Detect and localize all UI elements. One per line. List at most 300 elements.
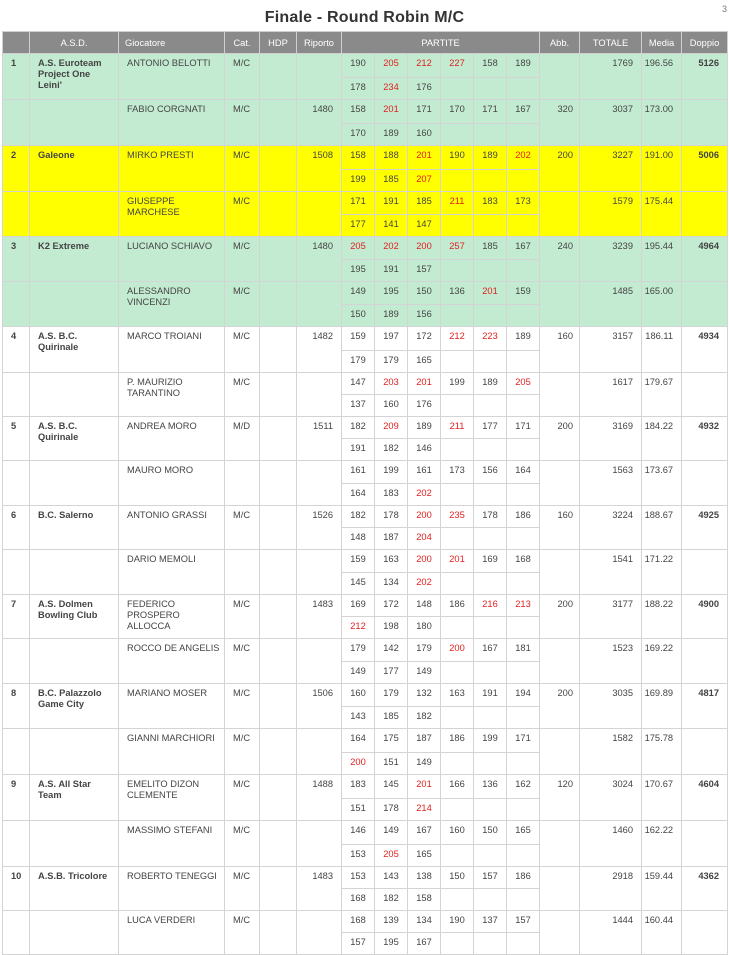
game-score: 186: [507, 867, 540, 889]
player-riporto: [297, 282, 342, 327]
empty-game-cell: [441, 662, 474, 684]
game-score: 183: [342, 775, 375, 799]
player-name: ANDREA MORO: [119, 417, 225, 461]
team-position: 8: [3, 684, 30, 729]
game-score: 172: [408, 327, 441, 351]
team-name: [30, 911, 119, 955]
player-abb: 120: [540, 775, 580, 821]
team-name: [30, 639, 119, 684]
game-score: 157: [474, 867, 507, 889]
game-score: 211: [441, 417, 474, 439]
game-score: 186: [441, 729, 474, 753]
team-doppio: 4817: [682, 684, 728, 729]
player-row: [3, 595, 728, 617]
player-hdp: [260, 821, 297, 867]
player-category: M/D: [225, 417, 260, 461]
player-media: 195.44: [642, 237, 682, 282]
results-table: [2, 31, 728, 955]
game-score: 200: [408, 237, 441, 260]
team-position: [3, 100, 30, 146]
player-totale: 3239: [580, 237, 642, 282]
empty-game-cell: [441, 799, 474, 821]
player-category: M/C: [225, 327, 260, 373]
player-name: MAURO MORO: [119, 461, 225, 506]
empty-game-cell: [507, 170, 540, 192]
player-name: DARIO MEMOLI: [119, 550, 225, 595]
page-title: Finale - Round Robin M/C: [264, 9, 465, 26]
empty-game-cell: [507, 573, 540, 595]
player-totale: 1617: [580, 373, 642, 417]
player-hdp: [260, 550, 297, 595]
empty-game-cell: [474, 845, 507, 867]
game-score: 165: [408, 845, 441, 867]
team-name: B.C. Salerno: [30, 506, 119, 550]
empty-game-cell: [441, 351, 474, 373]
player-totale: 1582: [580, 729, 642, 775]
game-score: 201: [441, 550, 474, 573]
team-name: B.C. Palazzolo Game City: [30, 684, 119, 729]
game-score: 163: [441, 684, 474, 707]
game-score: 203: [375, 373, 408, 395]
player-totale: 3177: [580, 595, 642, 639]
player-name: MIRKO PRESTI: [119, 146, 225, 192]
player-category: M/C: [225, 684, 260, 729]
player-media: 188.22: [642, 595, 682, 639]
team-doppio: [682, 282, 728, 327]
team-doppio: [682, 192, 728, 237]
game-score: 189: [474, 373, 507, 395]
game-score: 171: [507, 729, 540, 753]
player-riporto: 1480: [297, 100, 342, 146]
game-score: 205: [375, 54, 408, 78]
game-score: 188: [375, 146, 408, 170]
empty-game-cell: [474, 573, 507, 595]
game-score: 199: [375, 461, 408, 484]
game-score: 156: [408, 305, 441, 327]
team-position: [3, 192, 30, 237]
game-score: 149: [408, 753, 441, 775]
player-riporto: 1526: [297, 506, 342, 550]
game-score: 163: [375, 550, 408, 573]
player-totale: 3157: [580, 327, 642, 373]
player-abb: [540, 911, 580, 955]
game-score: 158: [342, 146, 375, 170]
game-score: 205: [507, 373, 540, 395]
game-score: 201: [408, 373, 441, 395]
player-name: FEDERICO PROSPERO ALLOCCA: [119, 595, 225, 639]
empty-game-cell: [441, 617, 474, 639]
player-category: M/C: [225, 867, 260, 911]
player-totale: 3024: [580, 775, 642, 821]
game-score: 161: [342, 461, 375, 484]
game-score: 189: [474, 146, 507, 170]
game-score: 182: [375, 889, 408, 911]
player-totale: 1444: [580, 911, 642, 955]
player-totale: 3224: [580, 506, 642, 550]
empty-game-cell: [474, 215, 507, 237]
game-score: 160: [375, 395, 408, 417]
game-score: 138: [408, 867, 441, 889]
player-name: MARCO TROIANI: [119, 327, 225, 373]
player-riporto: 1488: [297, 775, 342, 821]
game-score: 189: [375, 124, 408, 146]
game-score: 160: [342, 684, 375, 707]
game-score: 189: [507, 327, 540, 351]
player-category: M/C: [225, 237, 260, 282]
game-score: 149: [342, 662, 375, 684]
player-name: LUCIANO SCHIAVO: [119, 237, 225, 282]
game-score: 179: [408, 639, 441, 662]
game-score: 150: [441, 867, 474, 889]
player-media: 179.67: [642, 373, 682, 417]
player-name: ROCCO DE ANGELIS: [119, 639, 225, 684]
player-media: 191.00: [642, 146, 682, 192]
player-media: 159.44: [642, 867, 682, 911]
game-score: 168: [342, 889, 375, 911]
player-abb: [540, 373, 580, 417]
game-score: 166: [441, 775, 474, 799]
game-score: 186: [507, 506, 540, 528]
player-media: 160.44: [642, 911, 682, 955]
player-hdp: [260, 775, 297, 821]
team-name: [30, 550, 119, 595]
empty-game-cell: [441, 889, 474, 911]
player-hdp: [260, 911, 297, 955]
player-category: M/C: [225, 192, 260, 237]
game-score: 173: [441, 461, 474, 484]
empty-game-cell: [441, 78, 474, 100]
game-score: 190: [441, 911, 474, 933]
player-totale: 3227: [580, 146, 642, 192]
empty-game-cell: [441, 260, 474, 282]
game-score: 200: [342, 753, 375, 775]
team-name: K2 Extreme: [30, 237, 119, 282]
player-riporto: 1482: [297, 327, 342, 373]
team-name: A.S. Dolmen Bowling Club: [30, 595, 119, 639]
player-abb: [540, 867, 580, 911]
header-cat: Cat.: [225, 32, 260, 54]
game-score: 180: [408, 617, 441, 639]
game-score: 171: [342, 192, 375, 215]
team-position: [3, 911, 30, 955]
player-row: [3, 282, 728, 305]
game-score: 170: [342, 124, 375, 146]
game-score: 212: [408, 54, 441, 78]
player-row: [3, 417, 728, 439]
game-score: 183: [474, 192, 507, 215]
team-name: [30, 729, 119, 775]
team-doppio: [682, 821, 728, 867]
game-score: 158: [408, 889, 441, 911]
game-score: 257: [441, 237, 474, 260]
game-score: 183: [375, 484, 408, 506]
team-position: [3, 821, 30, 867]
player-category: M/C: [225, 729, 260, 775]
player-abb: 200: [540, 684, 580, 729]
empty-game-cell: [507, 215, 540, 237]
game-score: 169: [342, 595, 375, 617]
empty-game-cell: [474, 78, 507, 100]
team-position: [3, 461, 30, 506]
game-score: 190: [342, 54, 375, 78]
team-name: A.S. All Star Team: [30, 775, 119, 821]
empty-game-cell: [474, 662, 507, 684]
empty-game-cell: [507, 78, 540, 100]
game-score: 179: [342, 639, 375, 662]
team-position: 6: [3, 506, 30, 550]
empty-game-cell: [474, 395, 507, 417]
player-abb: [540, 821, 580, 867]
player-row: [3, 729, 728, 753]
empty-game-cell: [441, 845, 474, 867]
game-score: 181: [507, 639, 540, 662]
empty-game-cell: [507, 439, 540, 461]
player-name: FABIO CORGNATI: [119, 100, 225, 146]
player-category: M/C: [225, 639, 260, 684]
game-score: 164: [342, 484, 375, 506]
game-score: 185: [375, 170, 408, 192]
team-doppio: 4900: [682, 595, 728, 639]
game-score: 213: [507, 595, 540, 617]
player-category: M/C: [225, 911, 260, 955]
team-name: [30, 461, 119, 506]
game-score: 147: [408, 215, 441, 237]
header-partite: PARTITE: [342, 32, 540, 54]
player-category: M/C: [225, 373, 260, 417]
game-score: 143: [342, 707, 375, 729]
player-media: 186.11: [642, 327, 682, 373]
game-score: 137: [474, 911, 507, 933]
game-score: 157: [408, 260, 441, 282]
game-score: 146: [342, 821, 375, 845]
player-totale: 1460: [580, 821, 642, 867]
header-totale: TOTALE: [580, 32, 642, 54]
team-position: [3, 729, 30, 775]
team-doppio: 4964: [682, 237, 728, 282]
game-score: 182: [408, 707, 441, 729]
game-score: 150: [342, 305, 375, 327]
game-score: 175: [375, 729, 408, 753]
game-score: 172: [375, 595, 408, 617]
empty-game-cell: [474, 528, 507, 550]
game-score: 178: [375, 506, 408, 528]
empty-game-cell: [507, 799, 540, 821]
game-score: 205: [375, 845, 408, 867]
player-row: [3, 639, 728, 662]
game-score: 199: [474, 729, 507, 753]
team-position: 1: [3, 54, 30, 100]
team-name: A.S.B. Tricolore: [30, 867, 119, 911]
game-score: 161: [408, 461, 441, 484]
player-abb: 160: [540, 327, 580, 373]
team-position: [3, 639, 30, 684]
player-name: ALESSANDRO VINCENZI: [119, 282, 225, 327]
header-abb: Abb.: [540, 32, 580, 54]
game-score: 200: [408, 506, 441, 528]
player-name: MARIANO MOSER: [119, 684, 225, 729]
empty-game-cell: [507, 395, 540, 417]
game-score: 178: [342, 78, 375, 100]
game-score: 200: [408, 550, 441, 573]
game-score: 158: [342, 100, 375, 124]
game-score: 207: [408, 170, 441, 192]
game-score: 137: [342, 395, 375, 417]
game-score: 167: [507, 237, 540, 260]
player-name: MASSIMO STEFANI: [119, 821, 225, 867]
game-score: 168: [342, 911, 375, 933]
empty-game-cell: [507, 305, 540, 327]
game-score: 182: [375, 439, 408, 461]
game-score: 198: [375, 617, 408, 639]
empty-game-cell: [507, 707, 540, 729]
game-score: 178: [375, 799, 408, 821]
game-score: 153: [342, 867, 375, 889]
player-row: [3, 506, 728, 528]
team-position: 3: [3, 237, 30, 282]
team-position: 4: [3, 327, 30, 373]
game-score: 189: [408, 417, 441, 439]
game-score: 177: [342, 215, 375, 237]
game-score: 212: [342, 617, 375, 639]
empty-game-cell: [441, 484, 474, 506]
game-score: 204: [408, 528, 441, 550]
player-category: M/C: [225, 595, 260, 639]
player-abb: [540, 550, 580, 595]
player-category: M/C: [225, 282, 260, 327]
game-score: 200: [441, 639, 474, 662]
player-name: P. MAURIZIO TARANTINO: [119, 373, 225, 417]
header-media: Media: [642, 32, 682, 54]
game-score: 205: [342, 237, 375, 260]
player-riporto: 1483: [297, 867, 342, 911]
game-score: 191: [474, 684, 507, 707]
player-riporto: 1480: [297, 237, 342, 282]
player-category: M/C: [225, 100, 260, 146]
player-abb: 200: [540, 146, 580, 192]
game-score: 150: [474, 821, 507, 845]
game-score: 178: [474, 506, 507, 528]
game-score: 171: [408, 100, 441, 124]
game-score: 134: [408, 911, 441, 933]
empty-game-cell: [474, 933, 507, 955]
game-score: 223: [474, 327, 507, 351]
game-score: 202: [375, 237, 408, 260]
player-hdp: [260, 506, 297, 550]
game-score: 159: [507, 282, 540, 305]
game-score: 159: [342, 550, 375, 573]
empty-game-cell: [441, 215, 474, 237]
player-totale: 1579: [580, 192, 642, 237]
player-media: 165.00: [642, 282, 682, 327]
header-riporto: Riporto: [297, 32, 342, 54]
game-score: 142: [375, 639, 408, 662]
player-media: 175.44: [642, 192, 682, 237]
player-category: [225, 550, 260, 595]
player-row: [3, 192, 728, 215]
team-position: 9: [3, 775, 30, 821]
empty-game-cell: [441, 528, 474, 550]
game-score: 146: [408, 439, 441, 461]
player-row: [3, 54, 728, 78]
game-score: 165: [507, 821, 540, 845]
team-position: [3, 282, 30, 327]
player-category: [225, 461, 260, 506]
empty-game-cell: [441, 707, 474, 729]
player-abb: 320: [540, 100, 580, 146]
team-doppio: 5126: [682, 54, 728, 100]
team-name: [30, 282, 119, 327]
player-riporto: [297, 461, 342, 506]
player-hdp: [260, 54, 297, 100]
game-score: 201: [375, 100, 408, 124]
player-riporto: 1511: [297, 417, 342, 461]
player-category: M/C: [225, 821, 260, 867]
player-category: M/C: [225, 775, 260, 821]
player-media: 184.22: [642, 417, 682, 461]
team-doppio: [682, 911, 728, 955]
player-name: EMELITO DIZON CLEMENTE: [119, 775, 225, 821]
player-hdp: [260, 237, 297, 282]
game-score: 186: [441, 595, 474, 617]
game-score: 201: [408, 775, 441, 799]
player-riporto: [297, 639, 342, 684]
player-category: M/C: [225, 506, 260, 550]
game-score: 190: [441, 146, 474, 170]
player-media: 173.00: [642, 100, 682, 146]
game-score: 187: [375, 528, 408, 550]
player-row: [3, 461, 728, 484]
empty-game-cell: [441, 170, 474, 192]
player-row: [3, 775, 728, 799]
game-score: 162: [507, 775, 540, 799]
empty-game-cell: [507, 351, 540, 373]
game-score: 189: [375, 305, 408, 327]
header-player: Giocatore: [119, 32, 225, 54]
team-doppio: [682, 100, 728, 146]
empty-game-cell: [507, 484, 540, 506]
game-score: 185: [408, 192, 441, 215]
player-row: [3, 327, 728, 351]
game-score: 158: [474, 54, 507, 78]
empty-game-cell: [474, 260, 507, 282]
player-hdp: [260, 684, 297, 729]
empty-game-cell: [507, 617, 540, 639]
game-score: 195: [375, 282, 408, 305]
game-score: 179: [342, 351, 375, 373]
game-score: 197: [375, 327, 408, 351]
game-score: 199: [441, 373, 474, 395]
empty-game-cell: [507, 933, 540, 955]
header-asd: A.S.D.: [30, 32, 119, 54]
game-score: 195: [342, 260, 375, 282]
player-name: ANTONIO GRASSI: [119, 506, 225, 550]
player-hdp: [260, 639, 297, 684]
empty-game-cell: [474, 753, 507, 775]
game-score: 182: [342, 417, 375, 439]
game-score: 149: [375, 821, 408, 845]
results-body: [3, 54, 728, 955]
player-abb: [540, 192, 580, 237]
game-score: 170: [441, 100, 474, 124]
empty-game-cell: [507, 889, 540, 911]
header-doppio: Doppio: [682, 32, 728, 54]
game-score: 187: [408, 729, 441, 753]
game-score: 216: [474, 595, 507, 617]
player-media: 170.67: [642, 775, 682, 821]
game-score: 227: [441, 54, 474, 78]
team-doppio: 4604: [682, 775, 728, 821]
player-abb: 200: [540, 417, 580, 461]
